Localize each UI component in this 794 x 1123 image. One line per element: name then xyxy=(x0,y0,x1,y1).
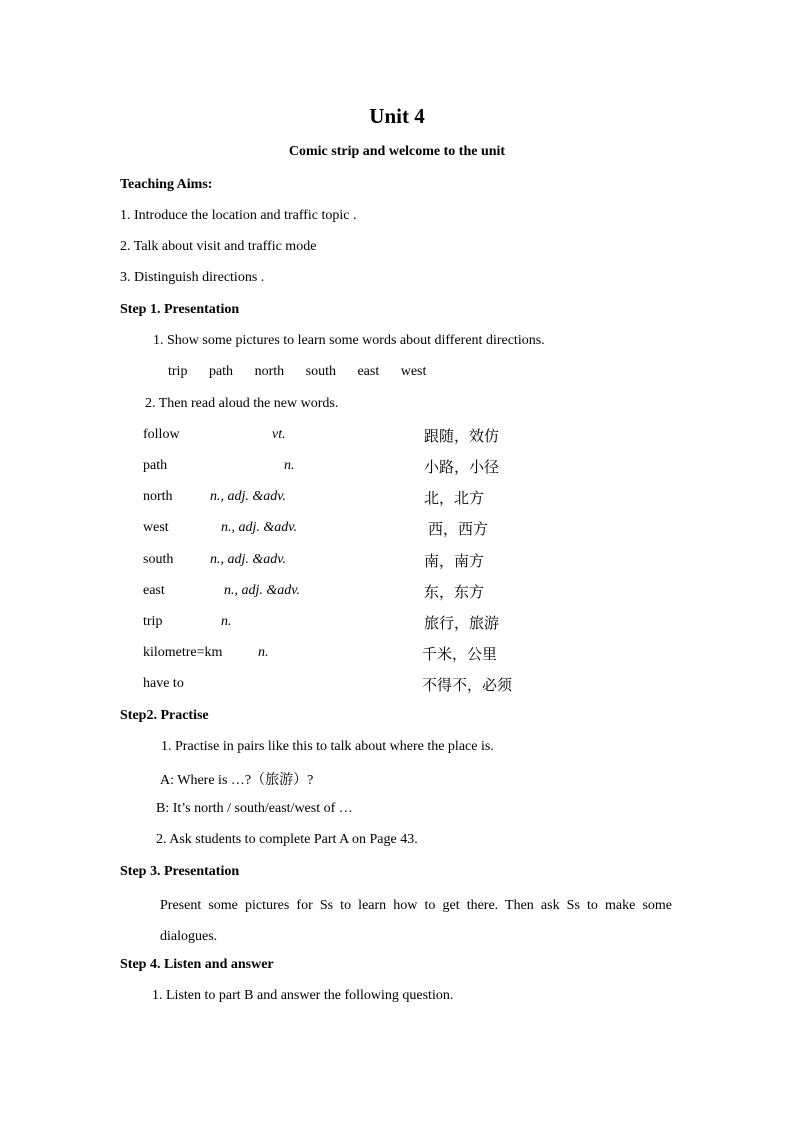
word-item: trip xyxy=(168,364,188,379)
step4-line1: 1. Listen to part B and answer the following question. xyxy=(152,988,454,1003)
aim-item: 1. Introduce the location and traffic topic . xyxy=(120,208,357,223)
step3-heading: Step 3. Presentation xyxy=(120,864,240,879)
step2-line1: 1. Practise in pairs like this to talk about where the place is. xyxy=(161,739,494,754)
teaching-aims-heading: Teaching Aims: xyxy=(120,177,213,192)
vocab-pos: n., adj. &adv. xyxy=(221,520,297,535)
vocab-word: north xyxy=(143,489,173,504)
vocab-translation: 东，东方 xyxy=(424,583,485,601)
word-item: south xyxy=(305,364,336,379)
vocab-pos: n., adj. &adv. xyxy=(224,583,300,598)
vocab-word: path xyxy=(143,458,168,473)
page-title: Unit 4 xyxy=(369,104,425,128)
dialogue-line-b: B: It’s north / south/east/west of … xyxy=(156,801,353,816)
vocab-pos: n. xyxy=(284,458,295,473)
word-item: path xyxy=(208,364,234,379)
vocab-translation: 西，西方 xyxy=(428,520,489,538)
vocab-word: have to xyxy=(143,676,184,691)
word-item: north xyxy=(254,364,285,379)
vocab-translation: 北，北方 xyxy=(424,489,485,507)
vocab-translation: 旅行，旅游 xyxy=(424,614,500,632)
vocab-translation: 跟随，效仿 xyxy=(424,427,500,445)
vocab-pos: vt. xyxy=(272,427,286,442)
step1-heading: Step 1. Presentation xyxy=(120,302,240,317)
dialogue-line-a: A: Where is …?（旅游）? xyxy=(160,773,314,788)
vocab-pos: n. xyxy=(258,645,269,660)
step2-line2: 2. Ask students to complete Part A on Page 43. xyxy=(156,832,418,847)
aim-item: 3. Distinguish directions . xyxy=(120,270,265,285)
vocab-translation: 小路，小径 xyxy=(424,458,500,476)
word-item: east xyxy=(357,364,380,379)
vocab-word: trip xyxy=(143,614,163,629)
vocab-word: kilometre=km xyxy=(143,645,223,660)
page-subtitle: Comic strip and welcome to the unit xyxy=(288,144,506,159)
step4-heading: Step 4. Listen and answer xyxy=(120,957,274,972)
direction-words xyxy=(168,364,444,380)
step2-heading: Step2. Practise xyxy=(120,708,209,723)
step1-line2: 2. Then read aloud the new words. xyxy=(145,396,339,411)
step3-paragraph: Present some pictures for Ss to learn how to get there. Then ask Ss to make some dialogues. xyxy=(160,898,672,944)
vocab-word: follow xyxy=(143,427,180,442)
vocab-translation: 千米，公里 xyxy=(422,645,498,663)
vocab-translation: 不得不，必须 xyxy=(422,676,513,694)
vocab-word: west xyxy=(143,520,169,535)
step1-line1: 1. Show some pictures to learn some words about different directions. xyxy=(153,333,545,348)
vocab-pos: n., adj. &adv. xyxy=(210,552,286,567)
vocab-pos: n., adj. &adv. xyxy=(210,489,286,504)
word-item: west xyxy=(400,364,427,379)
vocab-translation: 南，南方 xyxy=(424,552,485,570)
aim-item: 2. Talk about visit and traffic mode xyxy=(120,239,317,254)
vocab-word: east xyxy=(143,583,165,598)
vocab-pos: n. xyxy=(221,614,232,629)
vocab-word: south xyxy=(143,552,174,567)
